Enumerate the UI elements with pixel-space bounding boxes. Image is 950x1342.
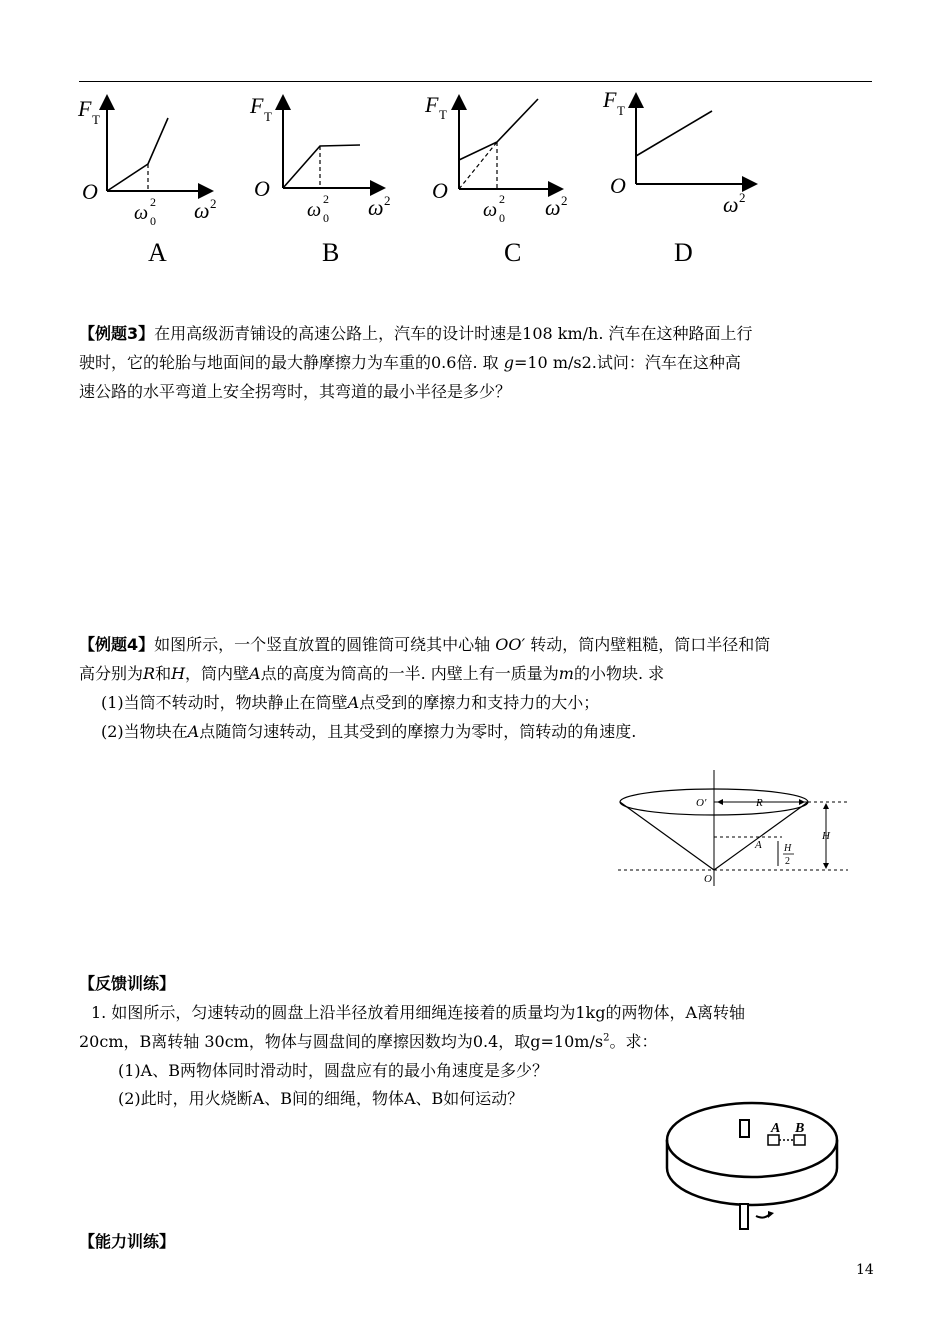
- omega0-label: ω: [483, 199, 498, 221]
- page-number: 14: [856, 1262, 874, 1278]
- disk-b-label: B: [795, 1121, 805, 1136]
- example-4-question-1: [101, 688, 599, 717]
- cone-o-prime-label: O′: [696, 797, 707, 809]
- origin-label: O: [254, 176, 270, 201]
- example-4-text-1b: 转动，筒内壁粗糙，筒口半径和筒: [525, 635, 771, 654]
- symbol-g: g: [503, 353, 514, 372]
- omega0-label: ω: [307, 199, 322, 221]
- superscript: 2: [603, 1032, 610, 1044]
- symbol-axis: OO′: [495, 635, 526, 654]
- graph-a-label: A: [148, 238, 167, 267]
- example-4-heading: 【例题4】: [79, 635, 155, 654]
- tension-graphs-figure: [70, 86, 770, 271]
- cone-h-half-num: H: [784, 843, 792, 854]
- feedback-heading-text: 【反馈训练】: [79, 974, 176, 993]
- example-4-line-2: [79, 659, 874, 688]
- example-3-text-1: 在用高级沥青铺设的高速公路上，汽车的设计时速是108 km/h. 汽车在这种路面上行: [154, 324, 753, 343]
- ability-heading: [79, 1227, 874, 1256]
- symbol-a: A: [187, 722, 200, 741]
- example-3-line-1: [79, 319, 874, 348]
- origin-label: O: [432, 178, 448, 203]
- omega0-sup: 2: [150, 195, 156, 209]
- text: (1)当筒不转动时，物块静止在筒壁: [101, 693, 348, 712]
- graph-b: [249, 93, 391, 267]
- omega-label: ω: [194, 198, 210, 223]
- header-rule: [79, 81, 872, 82]
- axis-f-sub: T: [439, 107, 447, 122]
- axis-f-label: F: [425, 92, 439, 117]
- graph-b-label: B: [322, 238, 340, 267]
- example-3-line-2: [79, 348, 874, 377]
- feedback-line-2: [79, 1027, 874, 1056]
- axis-f-label: F: [78, 96, 92, 121]
- omega-sup: 2: [561, 193, 568, 208]
- example-3-heading: 【例题3】: [79, 324, 155, 343]
- graph-d: [602, 87, 754, 267]
- text: 。求：: [609, 1032, 658, 1051]
- text: 点随筒匀速转动，且其受到的摩擦力为零时，筒转动的角速度.: [199, 722, 637, 741]
- symbol-r: R: [143, 664, 156, 683]
- origin-label: O: [610, 173, 626, 198]
- omega0-sub: 0: [499, 211, 505, 225]
- feedback-line-1: 1. 如图所示，匀速转动的圆盘上沿半径放着用细绳连接着的质量均为1kg的两物体，A离转轴: [91, 1003, 746, 1022]
- feedback-question-2: (2)此时，用火烧断A、B间的细绳，物体A、B如何运动？: [118, 1089, 524, 1108]
- text: 20cm，B离转轴 30cm，物体与圆盘间的摩擦因数均为0.4，取g=10m/s: [79, 1032, 604, 1051]
- graph-d-label: D: [674, 238, 693, 267]
- omega0-sup: 2: [323, 192, 329, 206]
- example-4-text-1a: 如图所示，一个竖直放置的圆锥筒可绕其中心轴: [154, 635, 496, 654]
- omega-label: ω: [545, 195, 561, 220]
- omega0-sub: 0: [150, 214, 156, 228]
- axis-f-label: F: [250, 93, 264, 118]
- text: 和: [155, 664, 172, 683]
- feedback-heading: [79, 969, 874, 998]
- graph-c-label: C: [504, 238, 522, 267]
- axis-f-sub: T: [617, 103, 625, 118]
- omega-sup: 2: [210, 196, 217, 211]
- cone-h-half-den: 2: [785, 856, 790, 867]
- omega-sup: 2: [739, 190, 746, 205]
- feedback-question-1: (1)A、B两物体同时滑动时，圆盘应有的最小角速度是多少？: [118, 1061, 548, 1080]
- text: 点受到的摩擦力和支持力的大小；: [359, 693, 600, 712]
- symbol-a: A: [249, 664, 261, 683]
- omega0-sup: 2: [499, 192, 505, 206]
- omega0-label: ω: [134, 202, 149, 224]
- text: 的小物块. 求: [573, 664, 665, 683]
- cone-r-label: R: [756, 797, 763, 809]
- omega-sup: 2: [384, 193, 391, 208]
- disk-figure: [660, 1090, 850, 1230]
- example-4-line-1: [79, 630, 874, 659]
- example-3-line-3: 速公路的水平弯道上安全拐弯时，其弯道的最小半径是多少？: [79, 382, 512, 401]
- text: (2)当物块在: [101, 722, 188, 741]
- cone-figure: [610, 766, 860, 891]
- example-3: [79, 319, 874, 406]
- symbol-m: m: [558, 664, 574, 683]
- disk-a-label: A: [771, 1121, 781, 1136]
- origin-label: O: [82, 179, 98, 204]
- symbol-h: H: [171, 664, 186, 683]
- symbol-a: A: [347, 693, 360, 712]
- example-4-question-2: [101, 717, 636, 746]
- ability-heading-text: 【能力训练】: [79, 1232, 176, 1251]
- text: ，筒内壁: [185, 664, 250, 683]
- graph-c: [424, 92, 568, 267]
- cone-a-label: A: [755, 839, 762, 851]
- axis-f-sub: T: [92, 112, 100, 127]
- example-3-text-2b: =10 m/s2.试问：汽车在这种高: [513, 353, 741, 372]
- cone-o-label: O: [704, 873, 712, 885]
- example-4: [79, 630, 874, 688]
- text: 高分别为: [79, 664, 144, 683]
- cone-h-label: H: [822, 830, 830, 842]
- omega-label: ω: [368, 195, 384, 220]
- graph-a: [77, 96, 217, 267]
- omega0-sub: 0: [323, 211, 329, 225]
- omega-label: ω: [723, 192, 739, 217]
- example-3-text-2a: 驶时，它的轮胎与地面间的最大静摩擦力为车重的0.6倍. 取: [79, 353, 504, 372]
- axis-f-sub: T: [264, 109, 272, 124]
- axis-f-label: F: [603, 87, 617, 112]
- text: 点的高度为筒高的一半. 内壁上有一质量为: [260, 664, 559, 683]
